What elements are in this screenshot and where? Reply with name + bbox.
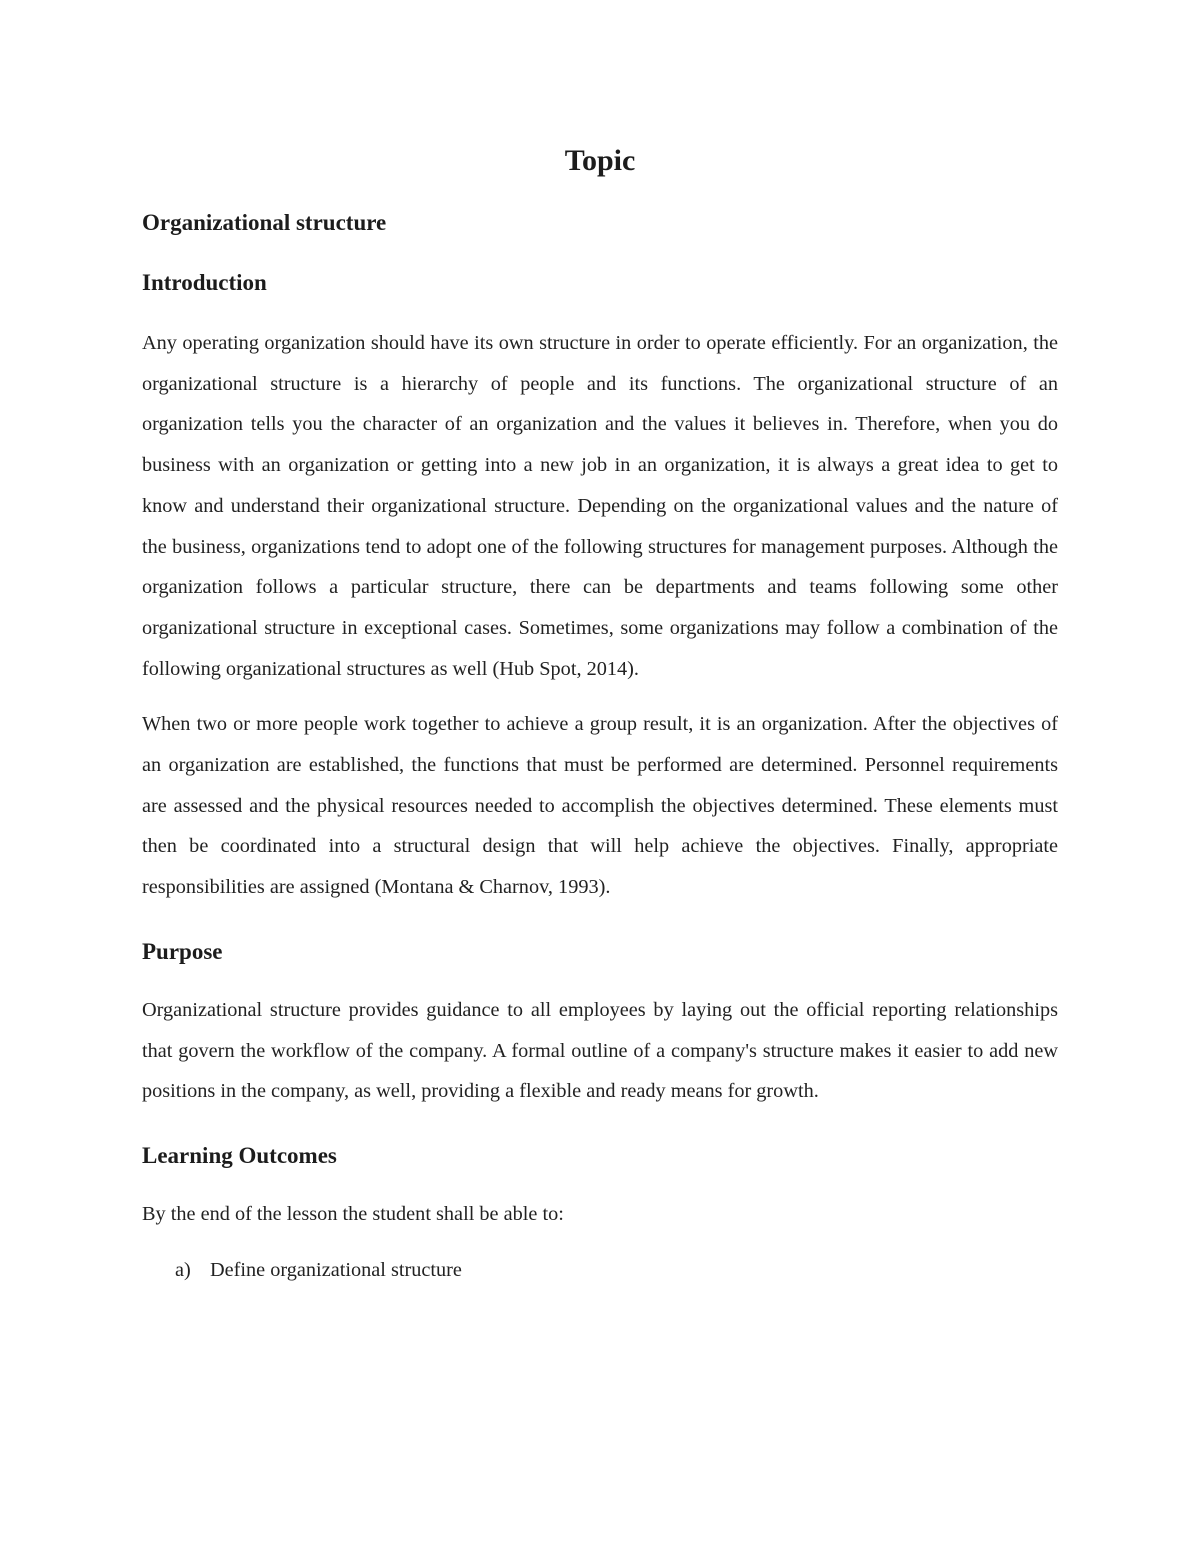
purpose-heading: Purpose [142, 938, 223, 964]
learning-outcomes-list [142, 1250, 1058, 1290]
introduction-paragraph-1: Any operating organization should have its own structure in order to operate efficiently. For an organization, the organizational structure is a hierarchy of people and its functions. The organizational structure of an organization tells you the character of an organization and the values it believes in. Therefore, when you do business with an organization or getting into a new job in an organization, it is always a great idea to get to know and understand their organizational structure. Depending on the organizational values and the nature of the business, organizations tend to adopt one of the following structures for management purposes. Although the organization follows a particular structure, there can be departments and teams following some other organizational structure in exceptional cases. Sometimes, some organizations may follow a combination of the following organizational structures as well (Hub Spot, 2014). [142, 332, 1058, 680]
purpose-paragraph: Organizational structure provides guidance to all employees by laying out the official reporting relationships that govern the workflow of the company. A formal outline of a company's structure makes it easier to add new positions in the company, as well, providing a flexible and ready means for growth. [142, 998, 1058, 1103]
document-title: Topic [564, 144, 636, 177]
learning-outcomes-lead: By the end of the lesson the student shall be able to: [142, 1202, 564, 1225]
list-item [142, 1250, 1058, 1290]
list-item-text: Define organizational structure [210, 1258, 462, 1281]
document-body [142, 141, 1058, 1290]
learning-outcomes-heading: Learning Outcomes [142, 1142, 337, 1168]
introduction-paragraph-2: When two or more people work together to achieve a group result, it is an organization. After the objectives of an organization are established, the functions that must be performed are determined. Personnel requirements are assessed and the physical resources needed to accomplish the objectives determined. These elements must then be coordinated into a structural design that will help achieve the objectives. Finally, appropriate responsibilities are assigned (Montana & Charnov, 1993). [142, 713, 1058, 899]
introduction-heading: Introduction [142, 270, 267, 295]
topic-subtitle: Organizational structure [142, 210, 387, 235]
list-item-marker: a) [175, 1258, 191, 1281]
